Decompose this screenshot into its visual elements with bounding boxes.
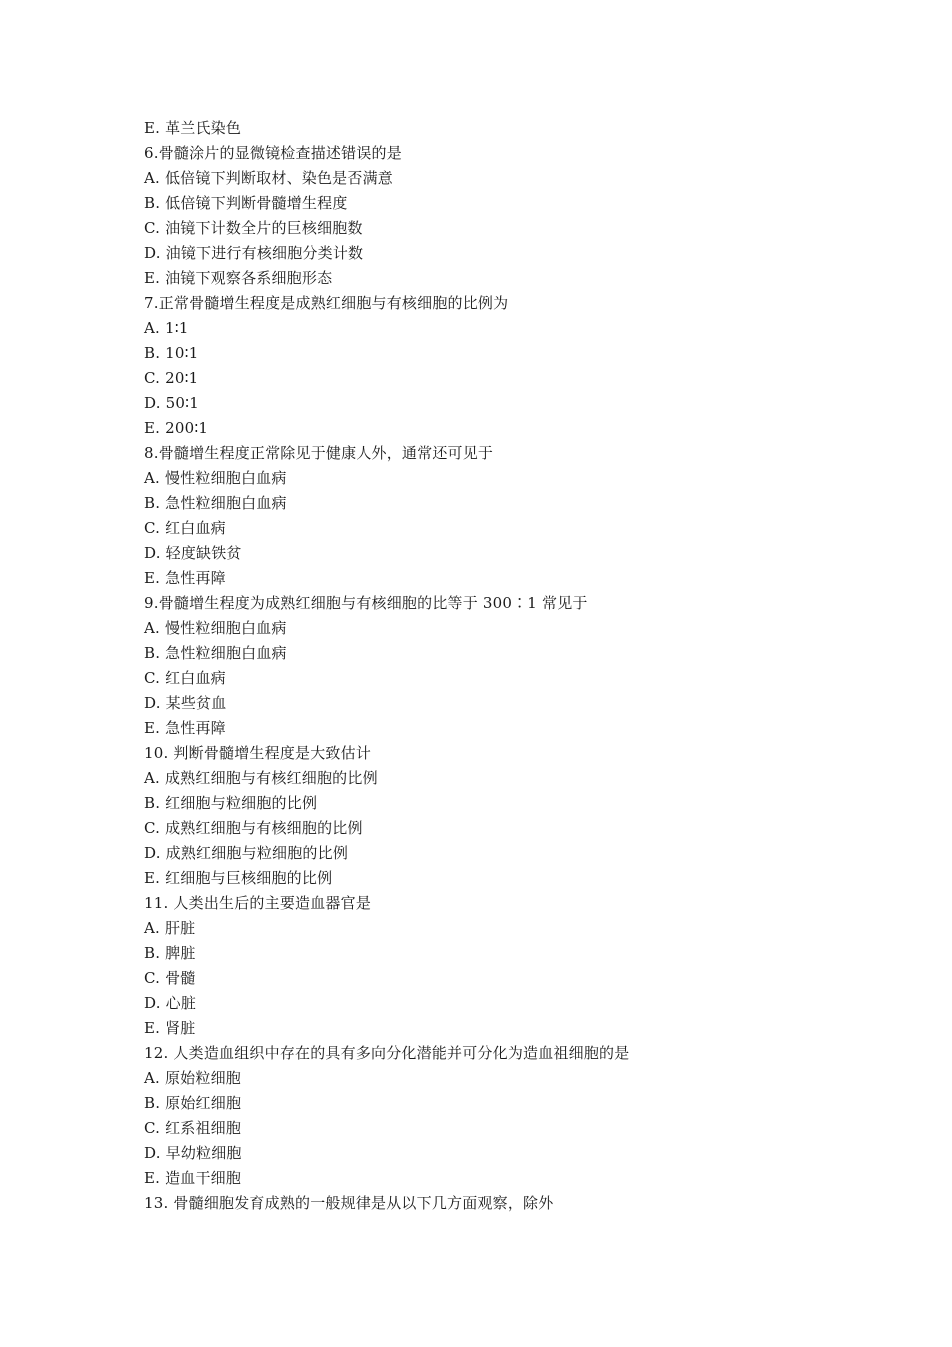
option-c-q11: C. 骨髓 [144,969,196,987]
option-b-q12: B. 原始红细胞 [144,1094,242,1112]
option-e-q6: E. 油镜下观察各系细胞形态 [144,269,333,287]
option-c-q8: C. 红白血病 [144,519,226,537]
option-e-q12: E. 造血干细胞 [144,1169,242,1187]
option-a-q9: A. 慢性粒细胞白血病 [144,619,287,637]
option-a-q6: A. 低倍镜下判断取材、染色是否满意 [144,169,393,187]
option-c-q7: C. 20∶1 [144,369,199,387]
option-e-q10: E. 红细胞与巨核细胞的比例 [144,869,333,887]
option-a-q12: A. 原始粒细胞 [144,1069,241,1087]
option-a-q10: A. 成熟红细胞与有核红细胞的比例 [144,769,378,787]
option-e-q8: E. 急性再障 [144,569,226,587]
question-10: 10. 判断骨髓增生程度是大致估计 [144,744,372,762]
option-b-q6: B. 低倍镜下判断骨髓增生程度 [144,194,348,212]
option-b-q9: B. 急性粒细胞白血病 [144,644,287,662]
option-b-q11: B. 脾脏 [144,944,196,962]
option-d-q12: D. 早幼粒细胞 [144,1144,242,1162]
option-d-q8: D. 轻度缺铁贫 [144,544,242,562]
option-b-q8: B. 急性粒细胞白血病 [144,494,287,512]
option-e-q7: E. 200∶1 [144,419,209,437]
option-c-q6: C. 油镜下计数全片的巨核细胞数 [144,219,363,237]
option-c-q9: C. 红白血病 [144,669,226,687]
option-d-q11: D. 心脏 [144,994,197,1012]
option-d-q7: D. 50∶1 [144,394,199,412]
option-a-q11: A. 肝脏 [144,919,196,937]
option-d-q10: D. 成熟红细胞与粒细胞的比例 [144,844,349,862]
option-d-q9: D. 某些贫血 [144,694,227,712]
document-page [144,116,904,1216]
question-11: 11. 人类出生后的主要造血器官是 [144,894,372,912]
option-b-q7: B. 10∶1 [144,344,199,362]
option-e-q11: E. 肾脏 [144,1019,196,1037]
question-12: 12. 人类造血组织中存在的具有多向分化潜能并可分化为造血祖细胞的是 [144,1044,630,1062]
question-13: 13. 骨髓细胞发育成熟的一般规律是从以下几方面观察，除外 [144,1194,554,1212]
option-a-q8: A. 慢性粒细胞白血病 [144,469,287,487]
question-6: 6.骨髓涂片的显微镜检查描述错误的是 [144,144,402,162]
option-c-q12: C. 红系祖细胞 [144,1119,242,1137]
option-b-q10: B. 红细胞与粒细胞的比例 [144,794,318,812]
question-7: 7.正常骨髓增生程度是成熟红细胞与有核细胞的比例为 [144,294,509,312]
option-d-q6: D. 油镜下进行有核细胞分类计数 [144,244,364,262]
option-e-q9: E. 急性再障 [144,719,226,737]
option-c-q10: C. 成熟红细胞与有核细胞的比例 [144,819,363,837]
question-8: 8.骨髓增生程度正常除见于健康人外，通常还可见于 [144,444,494,462]
option-a-q7: A. 1∶1 [144,319,189,337]
option-e-q5: E. 革兰氏染色 [144,119,242,137]
question-9: 9.骨髓增生程度为成熟红细胞与有核细胞的比等于 300∶1 常见于 [144,594,588,612]
